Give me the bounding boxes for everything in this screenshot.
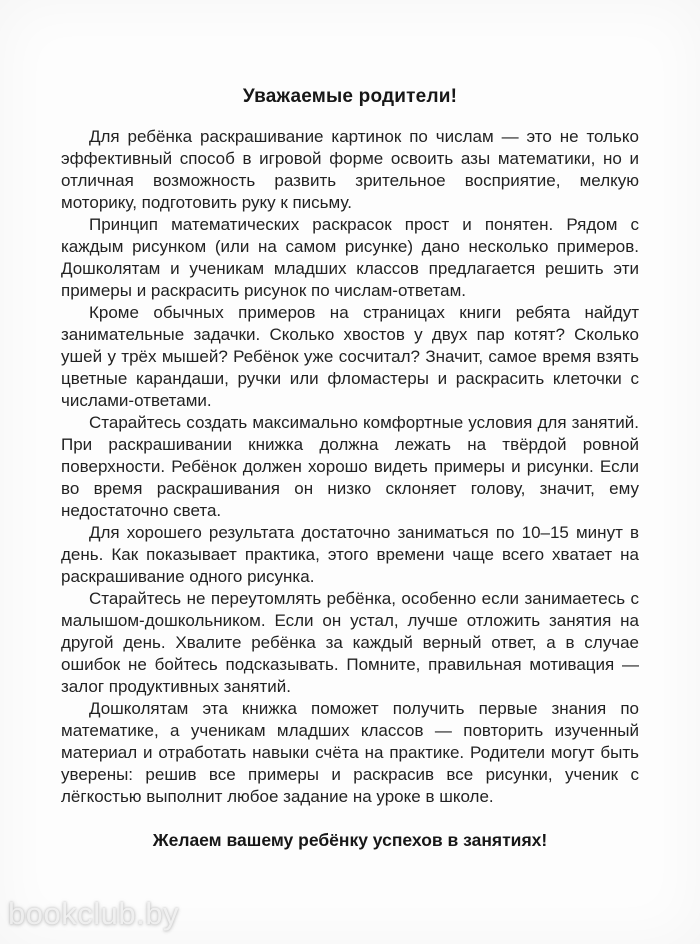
body-paragraph: Кроме обычных примеров на страницах книги ребята найдут занимательные задачки. Сколько хвостов у двух пар котят? Сколько ушей у трёх мышей? Ребёнок уже сосчитал? Значит, самое время взять цветные карандаши, ручки или фломастеры и раскрасить клеточки с числами-ответами. bbox=[61, 303, 639, 410]
body-text-block bbox=[61, 126, 639, 808]
body-paragraph: Для хорошего результата достаточно заниматься по 10–15 минут в день. Как показывает практика, этого времени чаще всего хватает на раскрашивание одного рисунка. bbox=[61, 523, 639, 586]
body-paragraph: Для ребёнка раскрашивание картинок по числам — это не только эффективный способ в игровой форме освоить азы математики, но и отличная возможность развить зрительное восприятие, мелкую моторику, подготовить руку к письму. bbox=[61, 127, 639, 212]
watermark: bookclub.by bbox=[8, 896, 179, 931]
page-title: Уважаемые родители! bbox=[242, 86, 458, 107]
body-paragraph: Старайтесь не переутомлять ребёнка, особенно если занимаетесь с малышом-дошкольником. Если он устал, лучше отложить занятия на другой день. Хвалите ребёнка за каждый верный ответ, а в случае ошибок не бойтесь подсказывать. Помните, правильная мотивация — залог продуктивных занятий. bbox=[61, 589, 639, 696]
closing-line: Желаем вашему ребёнку успехов в занятиях! bbox=[152, 830, 548, 850]
body-paragraph: Дошколятам эта книжка поможет получить первые знания по математике, а ученикам младших классов — повторить изученный материал и отработать навыки счёта на практике. Родители могут быть уверены: решив все примеры и раскрасив все рисунки, ученик с лёгкостью выполнит любое задание на уроке в школе. bbox=[61, 699, 639, 806]
body-paragraph: Старайтесь создать максимально комфортные условия для занятий. При раскрашивании книжка должна лежать на твёрдой ровной поверхности. Ребёнок должен хорошо видеть примеры и рисунки. Если во время раскрашивания он низко склоняет голову, значит, ему недостаточно света. bbox=[61, 413, 639, 520]
body-paragraph: Принцип математических раскрасок прост и понятен. Рядом с каждым рисунком (или на самом рисунке) дано несколько примеров. Дошколятам и ученикам младших классов предлагается решить эти примеры и раскрасить рисунок по числам-ответам. bbox=[61, 215, 639, 300]
